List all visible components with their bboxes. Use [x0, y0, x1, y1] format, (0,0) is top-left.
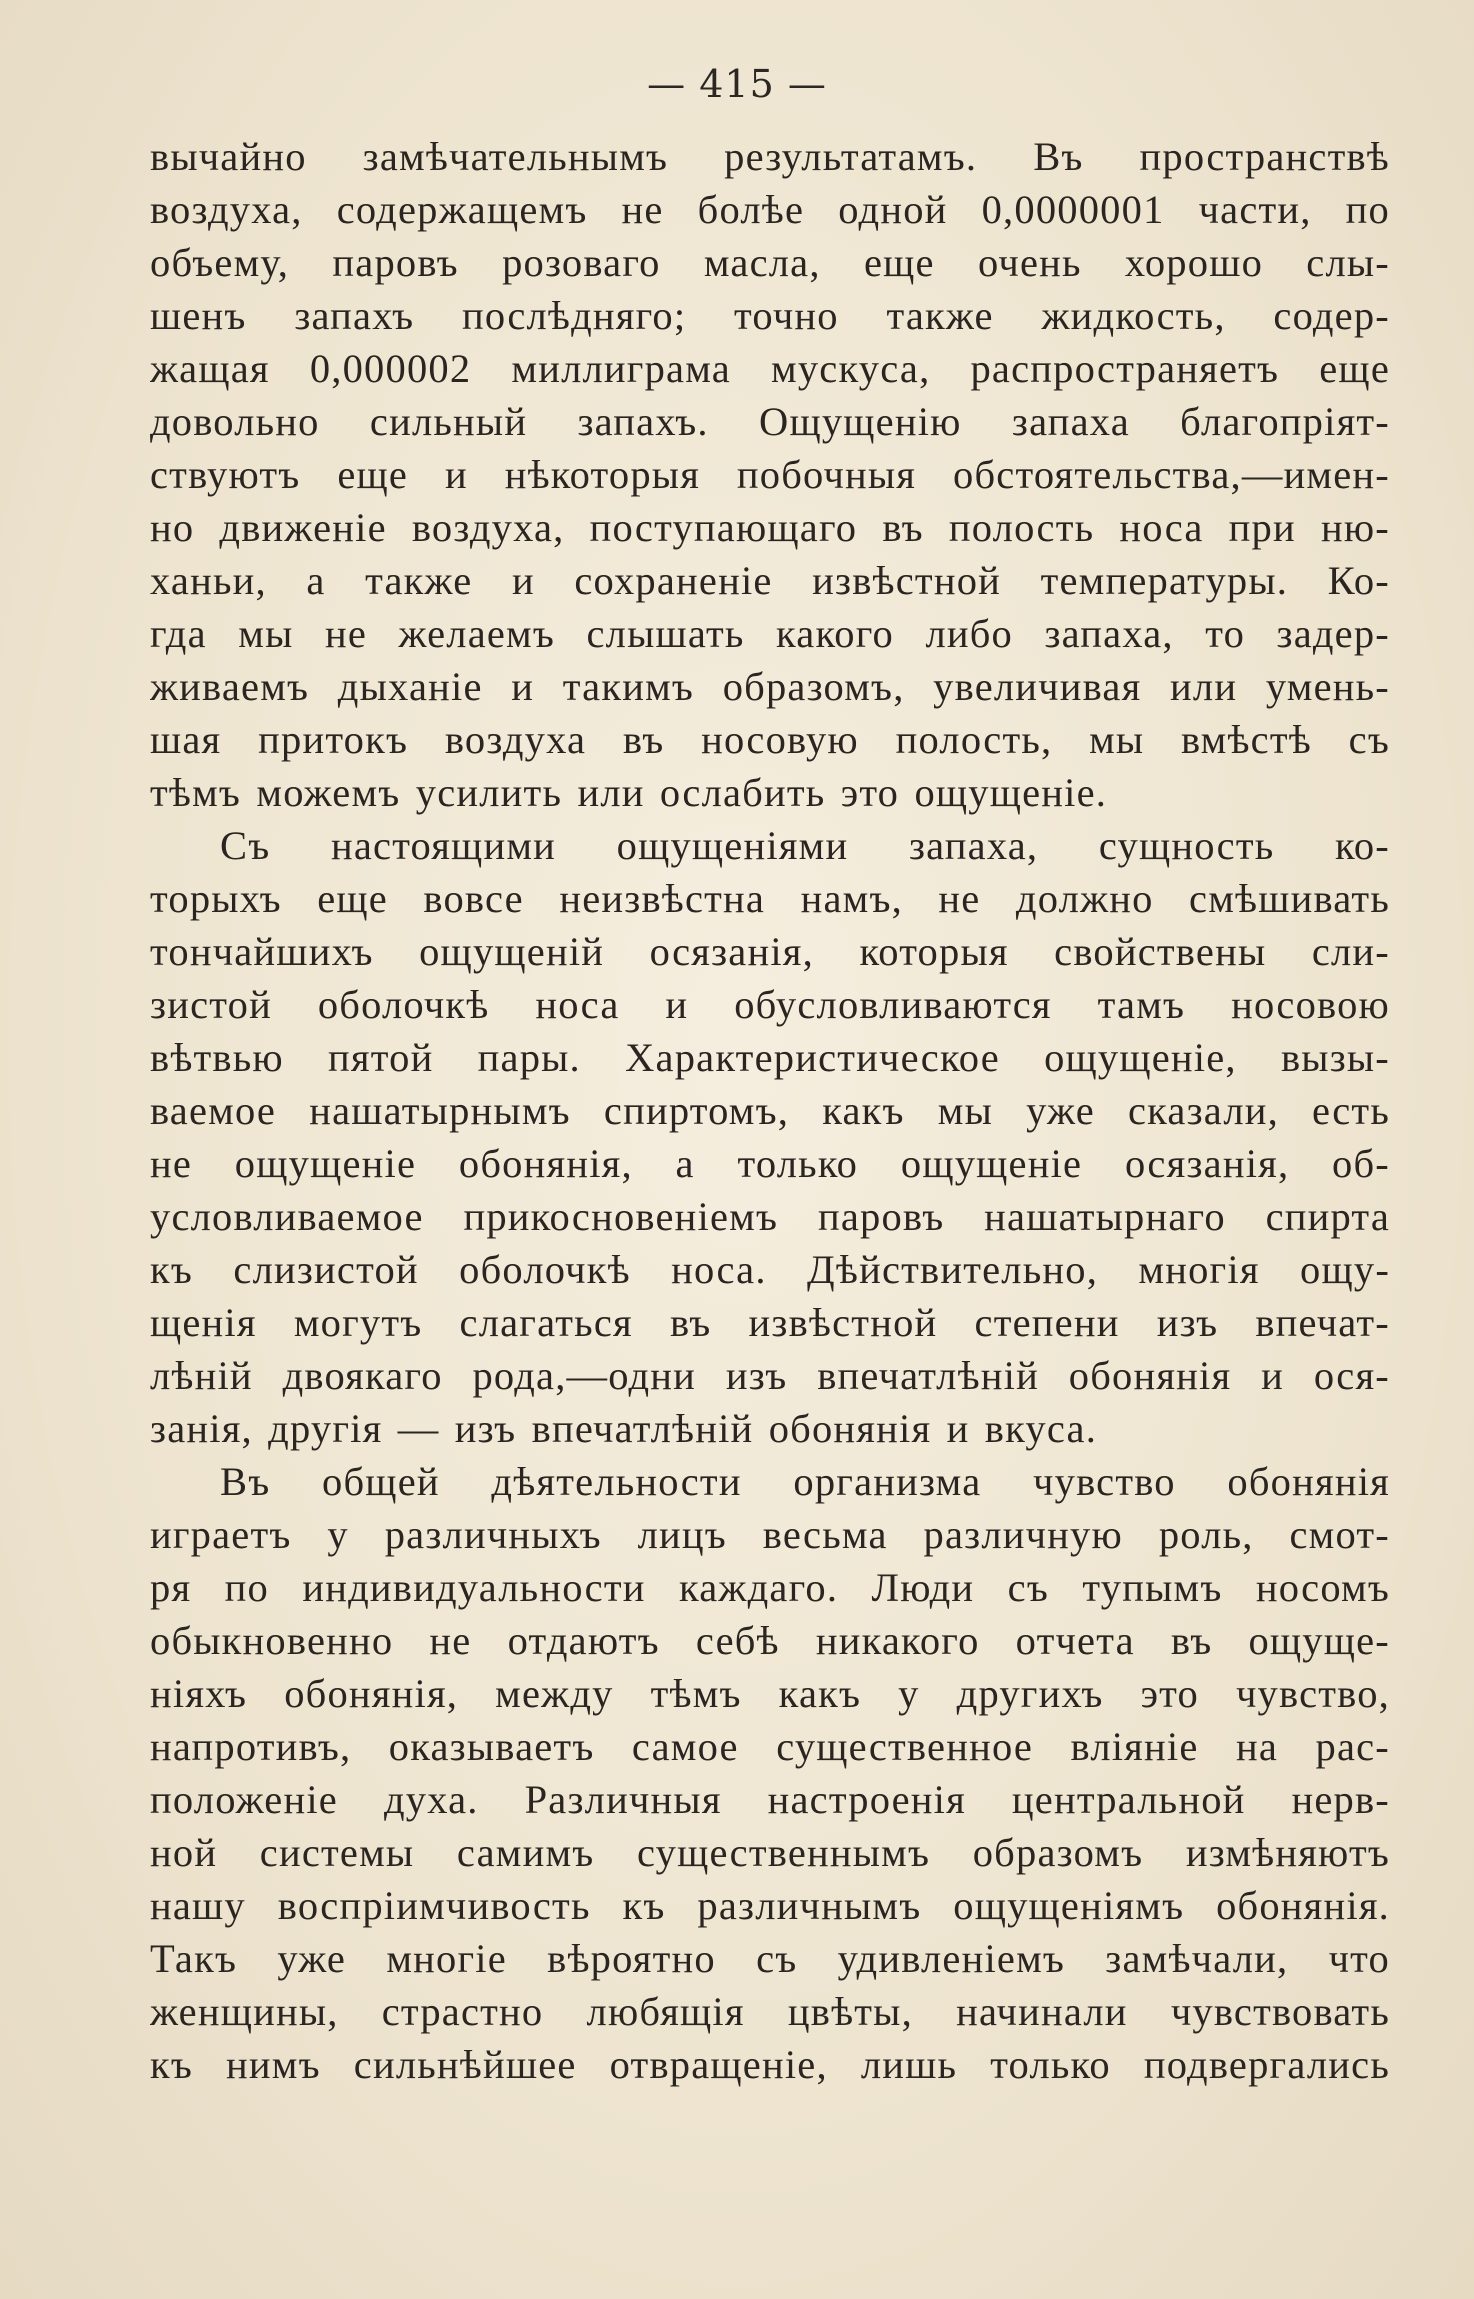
- paragraph-end-line: тѣмъ можемъ усилить или ослабить это ощущеніе.: [150, 770, 1108, 815]
- text-line: условливаемое прикосновеніемъ паровъ нашатырнаго спирта: [150, 1194, 1390, 1239]
- body-text: [150, 130, 1390, 2091]
- text-line: женщины, страстно любящія цвѣты, начинали чувствовать: [150, 1989, 1390, 2034]
- text-line: вычайно замѣчательнымъ результатамъ. Въ пространствѣ: [150, 134, 1390, 179]
- text-line: ря по индивидуальности каждаго. Люди съ тупымъ носомъ: [150, 1565, 1390, 1610]
- text-line: объему, паровъ розоваго масла, еще очень хорошо слы-: [150, 240, 1390, 285]
- text-line: ваемое нашатырнымъ спиртомъ, какъ мы уже сказали, есть: [150, 1088, 1390, 1133]
- text-line: положеніе духа. Различныя настроенія центральной нерв-: [150, 1777, 1390, 1822]
- text-line: шенъ запахъ послѣдняго; точно также жидкость, содер-: [150, 293, 1390, 338]
- text-line: вѣтвью пятой пары. Характеристическое ощущеніе, вызы-: [150, 1035, 1390, 1080]
- text-line: ніяхъ обонянія, между тѣмъ какъ у другихъ это чувство,: [150, 1671, 1390, 1716]
- text-line: напротивъ, оказываетъ самое существенное вліяніе на рас-: [150, 1724, 1390, 1769]
- paragraph-start-line: Съ настоящими ощущеніями запаха, сущность ко-: [220, 823, 1390, 868]
- text-line: ной системы самимъ существеннымъ образомъ измѣняютъ: [150, 1830, 1390, 1875]
- text-line: обыкновенно не отдаютъ себѣ никакого отчета въ ощуще-: [150, 1618, 1390, 1663]
- paragraph-start-line: Въ общей дѣятельности организма чувство обонянія: [220, 1459, 1390, 1504]
- text-line: шая притокъ воздуха въ носовую полость, мы вмѣстѣ съ: [150, 717, 1390, 762]
- text-line: жащая 0,000002 миллиграма мускуса, распространяетъ еще: [150, 346, 1390, 391]
- text-line: щенія могутъ слагаться въ извѣстной степени изъ впечат-: [150, 1300, 1390, 1345]
- text-line: къ слизистой оболочкѣ носа. Дѣйствительно, многія ощу-: [150, 1247, 1390, 1292]
- text-line: но движеніе воздуха, поступающаго въ полость носа при ню-: [150, 505, 1390, 550]
- text-line: къ нимъ сильнѣйшее отвращеніе, лишь только подвергались: [150, 2042, 1390, 2087]
- text-line: воздуха, содержащемъ не болѣе одной 0,0000001 части, по: [150, 187, 1390, 232]
- text-line: ханьи, а также и сохраненіе извѣстной температуры. Ко-: [150, 558, 1390, 603]
- paragraph-end-line: занія, другія — изъ впечатлѣній обонянія и вкуса.: [150, 1406, 1098, 1451]
- text-line: живаемъ дыханіе и такимъ образомъ, увеличивая или умень-: [150, 664, 1390, 709]
- text-line: Такъ уже многіе вѣроятно съ удивленіемъ замѣчали, что: [150, 1936, 1390, 1981]
- text-line: гда мы не желаемъ слышать какого либо запаха, то задер-: [150, 611, 1390, 656]
- text-line: лѣній двоякаго рода,—одни изъ впечатлѣній обонянія и ося-: [150, 1353, 1390, 1398]
- page-number: — 415 —: [647, 62, 827, 106]
- text-line: играетъ у различныхъ лицъ весьма различную роль, смот-: [150, 1512, 1390, 1557]
- text-line: ствуютъ еще и нѣкоторыя побочныя обстоятельства,—имен-: [150, 452, 1390, 497]
- text-line: не ощущеніе обонянія, а только ощущеніе осязанія, об-: [150, 1141, 1390, 1186]
- text-line: довольно сильный запахъ. Ощущенію запаха благопріят-: [150, 399, 1390, 444]
- text-line: тончайшихъ ощущеній осязанія, которыя свойствены сли-: [150, 929, 1390, 974]
- text-line: торыхъ еще вовсе неизвѣстна намъ, не должно смѣшивать: [150, 876, 1390, 921]
- text-line: нашу воспріимчивость къ различнымъ ощущеніямъ обонянія.: [150, 1883, 1390, 1928]
- text-line: зистой оболочкѣ носа и обусловливаются тамъ носовою: [150, 982, 1390, 1027]
